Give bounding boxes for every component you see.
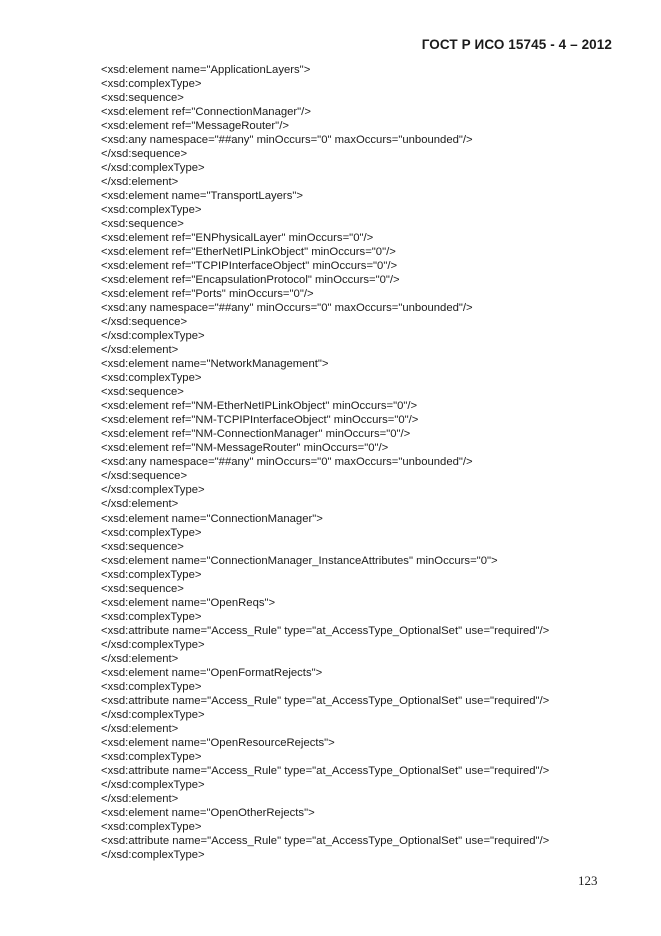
code-line: <xsd:sequence> [101,92,184,105]
code-line: <xsd:any namespace="##any" minOccurs="0" maxOccurs="unbounded"/> [101,134,473,147]
code-line: <xsd:element ref="NM-EtherNetIPLinkObject" minOccurs="0"/> [101,400,418,413]
code-line: </xsd:complexType> [101,162,205,175]
page-number: 123 [578,873,598,888]
code-line: <xsd:sequence> [101,540,184,553]
code-line: <xsd:attribute name="Access_Rule" type="at_AccessType_OptionalSet" use="required"/> [101,764,550,777]
code-line: </xsd:element> [101,344,179,357]
code-line: </xsd:element> [101,722,179,735]
code-line: </xsd:sequence> [101,148,188,161]
code-line: <xsd:complexType> [101,78,202,91]
code-line: <xsd:element name="TransportLayers"> [101,190,303,203]
code-line: <xsd:sequence> [101,386,184,399]
code-line: <xsd:element ref="EncapsulationProtocol" minOccurs="0"/> [101,274,400,287]
document-header: ГОСТ Р ИСО 15745 - 4 – 2012 [421,37,612,52]
code-line: </xsd:sequence> [101,316,188,329]
code-line: <xsd:complexType> [101,204,202,217]
code-line: </xsd:complexType> [101,778,205,791]
code-line: </xsd:complexType> [101,638,205,651]
code-line: <xsd:sequence> [101,218,184,231]
code-line: </xsd:complexType> [101,848,205,861]
code-line: <xsd:element name="NetworkManagement"> [101,358,329,371]
code-line: <xsd:element name="ConnectionManager"> [101,512,323,525]
code-line: <xsd:complexType> [101,568,202,581]
code-line: <xsd:attribute name="Access_Rule" type="at_AccessType_OptionalSet" use="required"/> [101,694,550,707]
code-line: <xsd:element name="OpenFormatRejects"> [101,666,323,679]
code-line: </xsd:complexType> [101,484,205,497]
code-line: <xsd:complexType> [101,750,202,763]
code-line: <xsd:element ref="TCPIPInterfaceObject" minOccurs="0"/> [101,260,398,273]
code-line: <xsd:attribute name="Access_Rule" type="at_AccessType_OptionalSet" use="required"/> [101,624,550,637]
code-line: <xsd:any namespace="##any" minOccurs="0" maxOccurs="unbounded"/> [101,302,473,315]
xsd-code-listing [101,63,549,862]
code-line: <xsd:element ref="ConnectionManager"/> [101,106,311,119]
code-line: <xsd:element name="OpenReqs"> [101,596,276,609]
code-line: </xsd:element> [101,652,179,665]
code-line: <xsd:sequence> [101,582,184,595]
code-line: <xsd:complexType> [101,820,202,833]
code-line: <xsd:attribute name="Access_Rule" type="at_AccessType_OptionalSet" use="required"/> [101,834,550,847]
code-line: </xsd:element> [101,498,179,511]
code-line: </xsd:element> [101,792,179,805]
code-line: <xsd:complexType> [101,526,202,539]
code-line: <xsd:element name="ApplicationLayers"> [101,64,311,76]
code-line: <xsd:element name="OpenOtherRejects"> [101,806,315,819]
code-line: <xsd:element ref="NM-ConnectionManager" minOccurs="0"/> [101,428,411,441]
code-line: <xsd:complexType> [101,680,202,693]
code-line: <xsd:element ref="EtherNetIPLinkObject" minOccurs="0"/> [101,246,396,259]
code-line: </xsd:complexType> [101,708,205,721]
code-line: <xsd:element ref="NM-TCPIPInterfaceObject" minOccurs="0"/> [101,414,419,427]
code-line: <xsd:element ref="NM-MessageRouter" minOccurs="0"/> [101,442,389,455]
code-line: <xsd:complexType> [101,372,202,385]
code-line: <xsd:complexType> [101,610,202,623]
code-line: </xsd:element> [101,176,179,189]
code-line: <xsd:any namespace="##any" minOccurs="0" maxOccurs="unbounded"/> [101,456,473,469]
code-line: <xsd:element name="OpenResourceRejects"> [101,736,335,749]
code-line: <xsd:element ref="Ports" minOccurs="0"/> [101,288,314,301]
code-line: <xsd:element ref="ENPhysicalLayer" minOccurs="0"/> [101,232,374,245]
code-line: </xsd:complexType> [101,330,205,343]
code-line: <xsd:element ref="MessageRouter"/> [101,120,289,133]
code-line: <xsd:element name="ConnectionManager_InstanceAttributes" minOccurs="0"> [101,554,498,567]
code-line: </xsd:sequence> [101,470,188,483]
